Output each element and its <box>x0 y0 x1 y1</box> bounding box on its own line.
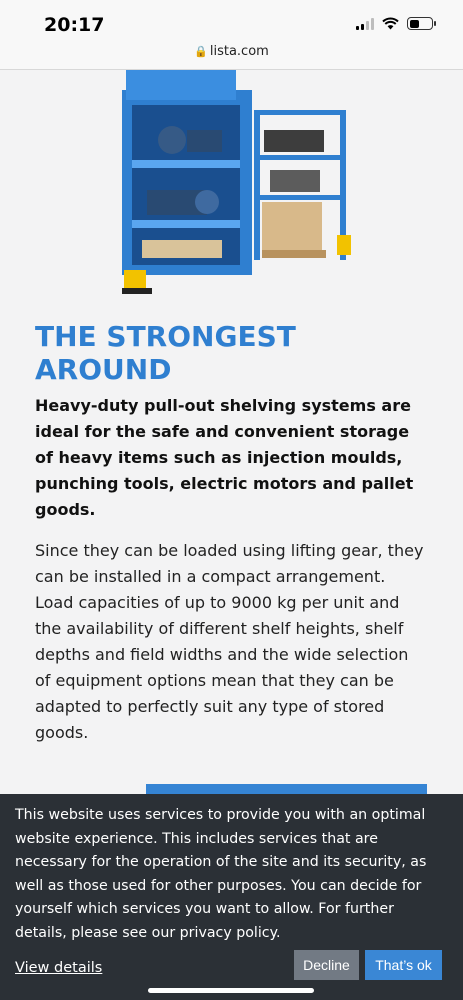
status-time: 20:17 <box>44 14 105 36</box>
cookie-banner <box>0 794 463 1000</box>
lead-paragraph: Heavy-duty pull-out shelving systems are ideal for the safe and convenient storage of heavy items such as injection moulds, punching tools, electric motors and pallet goods. <box>35 396 414 519</box>
browser-status-bar <box>0 0 463 70</box>
view-details-link[interactable]: View details <box>15 960 103 976</box>
accept-button[interactable]: That’s ok <box>365 950 442 980</box>
decline-button[interactable]: Decline <box>294 950 359 980</box>
signal-icon <box>356 18 374 30</box>
wifi-icon <box>382 17 399 30</box>
status-icons <box>356 17 433 30</box>
home-indicator <box>148 988 314 993</box>
url-text: lista.com <box>209 44 269 59</box>
cookie-text: This website uses services to provide you with an optimal website experience. This includes services that are necessary for the operation of the site and its security, as well as those used for other purposes. You can decide for yourself which services you want to allow. For further details, please see our privacy policy. <box>15 807 427 941</box>
product-image <box>112 70 357 302</box>
address-bar[interactable] <box>0 44 463 59</box>
body-paragraph: Since they can be loaded using lifting gear, they can be installed in a compact arrangement. Load capacities of up to 9000 kg per unit and the availability of different shelf heights, shelf depths and field widths and the wide selection of equipment options mean that they can be adapted to perfectly suit any type of stored goods. <box>35 541 424 742</box>
battery-icon <box>407 17 433 30</box>
lock-icon: 🔒 <box>194 45 208 58</box>
page-title: THE STRONGEST AROUND <box>35 320 296 386</box>
